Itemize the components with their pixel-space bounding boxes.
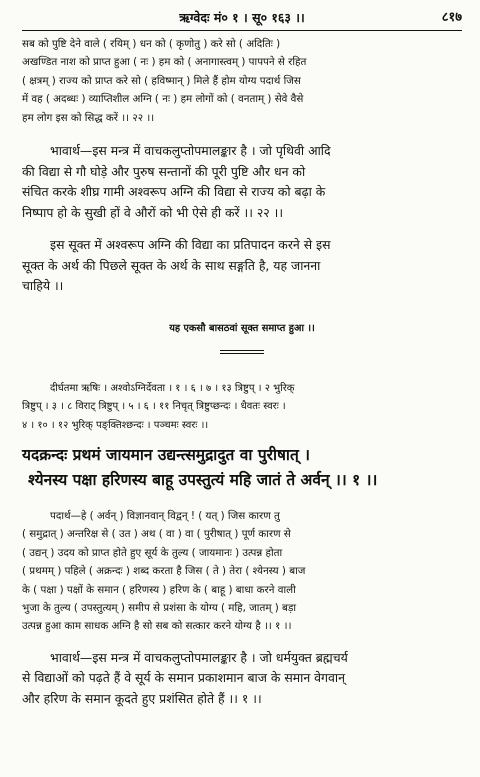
bhavartha-paragraph xyxy=(22,141,462,223)
text-line: इस सूक्त में अश्वरूप अग्नि की विद्या का प्रतिपादन करने से इस xyxy=(50,237,331,253)
text-line: भावार्थ—इस मन्त्र में वाचकलुप्तोपमालङ्कार है । जो धर्मयुक्त ब्रह्मचर्य xyxy=(50,649,348,665)
sukta-completion-note: यह एकसौ बासठवां सूक्त समाप्त हुआ ।। xyxy=(169,322,315,334)
verse-line: यदक्रन्दः प्रथमं जायमान उद्यन्त्समुद्रादुत वा पुरीषात् । xyxy=(22,446,311,465)
text-line: ( समुद्रात् ) अन्तरिक्ष से ( उत ) अथ ( वा ) वा ( पुरीषात् ) पूर्ण कारण से xyxy=(22,528,291,541)
text-line: ( क्षत्रम् ) राज्य को प्राप्त करे सो ( हविष्मान् ) मिले हैं होम योग्य पदार्थ जिस xyxy=(22,74,301,87)
padartha-paragraph xyxy=(22,507,462,636)
text-line: के ( पक्षा ) पक्षों के समान ( हरिणस्य ) हरिण के ( बाहू ) बाधा करने वाली xyxy=(22,583,296,596)
rishi-devata-chhanda-line xyxy=(22,380,462,436)
commentary-continuation xyxy=(22,35,462,127)
running-title: ऋग्वेदः मं० १ । सू० १६३ ।। xyxy=(179,10,305,25)
text-line: अखण्डित नाश को प्राप्त हुआ ( नः ) हम को ( अनागास्त्वम् ) पापपने से रहित xyxy=(22,56,307,69)
text-line: भुजा के तुल्य ( उपस्तुत्यम् ) समीप से प्रशंसा के योग्य ( महि, जातम् ) बड़ा xyxy=(22,602,297,615)
text-line: त्रिष्टुप् । ३ । ८ विराट् त्रिष्टुप् । ५ । ६ । ११ निचृत् त्रिष्टुप्छन्दः । धैवतः स्वरः । xyxy=(22,401,286,413)
text-line: सब को पुष्टि देने वाले ( रयिम् ) धन को ( कृणोतु ) करे सो ( अदितिः ) xyxy=(22,38,281,50)
text-line: निष्पाप हो के सुखी हों वे औरों को भी ऐसे ही करें ।। २२ ।। xyxy=(22,204,284,220)
sukta-summary-paragraph xyxy=(22,235,462,297)
text-line: और हरिण के समान कूदते हुए प्रशंसित होते हैं ।। १ ।। xyxy=(22,690,262,706)
section-divider xyxy=(220,350,264,354)
text-line: सूक्त के अर्थ की पिछले सूक्त के अर्थ के साथ सङ्गति है, यह जानना xyxy=(22,257,321,273)
page-header xyxy=(22,6,462,31)
text-line: भावार्थ—इस मन्त्र में वाचकलुप्तोपमालङ्कार है । जो पृथिवी आदि xyxy=(50,143,331,159)
mantra-verse xyxy=(22,443,462,493)
text-line: उत्पन्न हुआ काम साधक अग्नि है सो सब को सत्कार करने योग्य है ।। १ ।। xyxy=(22,620,292,633)
text-line: दीर्घतमा ऋषिः । अश्वोऽग्निर्देवता । १ । ६ । ७ । १३ त्रिष्टुप् । २ भुरिक् xyxy=(50,382,295,394)
text-line: पदार्थ—हे ( अर्वन् ) विज्ञानवान् विद्वन् ! ( यत् ) जिस कारण तु xyxy=(50,510,280,523)
text-line: में वह ( अदब्धः ) व्याप्तिशील अग्नि ( नः ) हम लोगों को ( वनताम् ) सेवे वैसे xyxy=(22,93,304,106)
text-line: ४ । १० । १२ भुरिक् पङ्क्तिश्छन्दः । पञ्चमः स्वरः ।। xyxy=(22,419,209,431)
verse-line: श्येनस्य पक्षा हरिणस्य बाहू उपस्तुत्यं महि जातं ते अर्वन् ।। १ ।। xyxy=(28,471,378,490)
text-line: हम लोग इस को सिद्ध करें ।। २२ ।। xyxy=(22,111,155,124)
text-line: की विद्या से गौ घोड़े और पुरुष सन्तानों की पूरी पुष्टि और धन को xyxy=(22,163,306,179)
text-line: ( उद्यन् ) उदय को प्राप्त होते हुए सूर्य के तुल्य ( जायमानः ) उत्पन्न होता xyxy=(22,546,283,559)
text-line: चाहिये ।। xyxy=(22,278,64,294)
bhavartha-paragraph-2 xyxy=(22,648,462,710)
text-line: से विद्याओं को पढ़ते हैं वे सूर्य के समान प्रकाशमान बाज के समान वेगवान् xyxy=(22,670,345,686)
text-line: संचित करके शीघ्र गामी अश्वरूप अग्नि की विद्या से राज्य को बढ़ा के xyxy=(22,184,326,200)
text-line: ( प्रथमम् ) पहिले ( अक्रन्दः ) शब्द करता है जिस ( ते ) तेरा ( श्येनस्य ) बाज xyxy=(22,565,306,578)
page-number: ८१७ xyxy=(441,10,462,25)
